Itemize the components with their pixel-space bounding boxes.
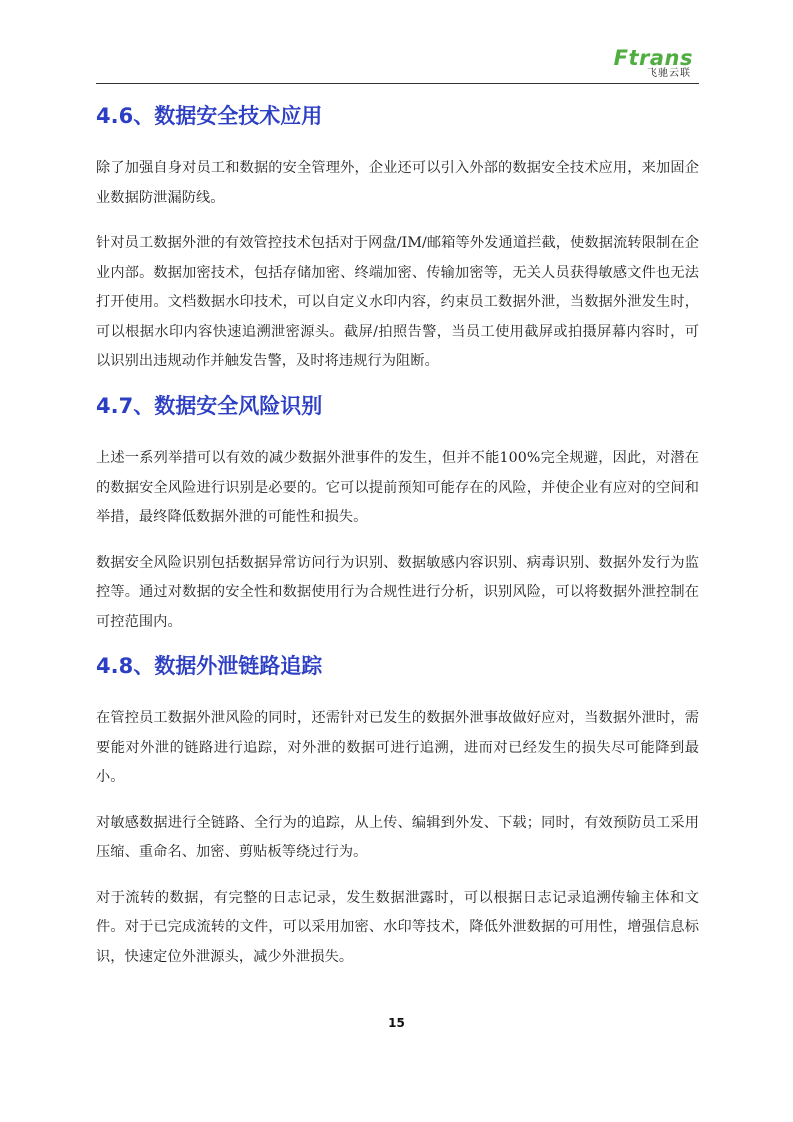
paragraph: 上述一系列举措可以有效的减少数据外泄事件的发生，但并不能100%完全规避，因此，对潜在的数据安全风险进行识别是必要的。它可以提前预知可能存在的风险，并使企业有应对的空间和举措，最终降低数据外泄的可能性和损失。 xyxy=(96,450,699,525)
logo-wordmark: Ftrans xyxy=(613,46,693,70)
section-4-8 xyxy=(96,650,699,972)
paragraph: 针对员工数据外泄的有效管控技术包括对于网盘/IM/邮箱等外发通道拦截，使数据流转限制在企业内部。数据加密技术，包括存储加密、终端加密、传输加密等，无关人员获得敏感文件也无法打开使用。文档数据水印技术，可以自定义水印内容，约束员工数据外泄，当数据外泄发生时，可以根据水印内容快速追溯泄密源头。截屏/拍照告警，当员工使用截屏或拍摄屏幕内容时，可以识别出违规动作并触发告警，及时将违规行为阻断。 xyxy=(96,235,699,369)
section-4-6 xyxy=(96,100,699,377)
paragraph: 对敏感数据进行全链路、全行为的追踪，从上传、编辑到外发、下载；同时，有效预防员工采用压缩、重命名、加密、剪贴板等绕过行为。 xyxy=(96,814,699,860)
page-header xyxy=(96,46,699,84)
page-number: 15 xyxy=(388,1016,405,1030)
paragraph: 对于流转的数据，有完整的日志记录，发生数据泄露时，可以根据日志记录追溯传输主体和文件。对于已完成流转的文件，可以采用加密、水印等技术，降低外泄数据的可用性，增强信息标识，快速定位外泄源头，减少外泄损失。 xyxy=(96,889,699,965)
section-heading: 4.6、数据安全技术应用 xyxy=(96,104,323,128)
paragraph: 除了加强自身对员工和数据的安全管理外，企业还可以引入外部的数据安全技术应用，来加固企业数据防泄漏防线。 xyxy=(96,160,699,206)
logo-subtitle: 飞驰云联 xyxy=(647,68,691,79)
section-4-7 xyxy=(96,390,699,637)
company-logo xyxy=(614,48,693,80)
section-heading: 4.7、数据安全风险识别 xyxy=(96,394,323,418)
paragraph: 数据安全风险识别包括数据异常访问行为识别、数据敏感内容识别、病毒识别、数据外发行为监控等。通过对数据的安全性和数据使用行为合规性进行分析，识别风险，可以将数据外泄控制在可控范围内。 xyxy=(96,554,699,630)
paragraph: 在管控员工数据外泄风险的同时，还需针对已发生的数据外泄事故做好应对，当数据外泄时，需要能对外泄的链路进行追踪，对外泄的数据可进行追溯，进而对已经发生的损失尽可能降到最小。 xyxy=(96,710,699,785)
section-heading: 4.8、数据外泄链路追踪 xyxy=(96,654,323,678)
header-rule xyxy=(96,83,699,84)
